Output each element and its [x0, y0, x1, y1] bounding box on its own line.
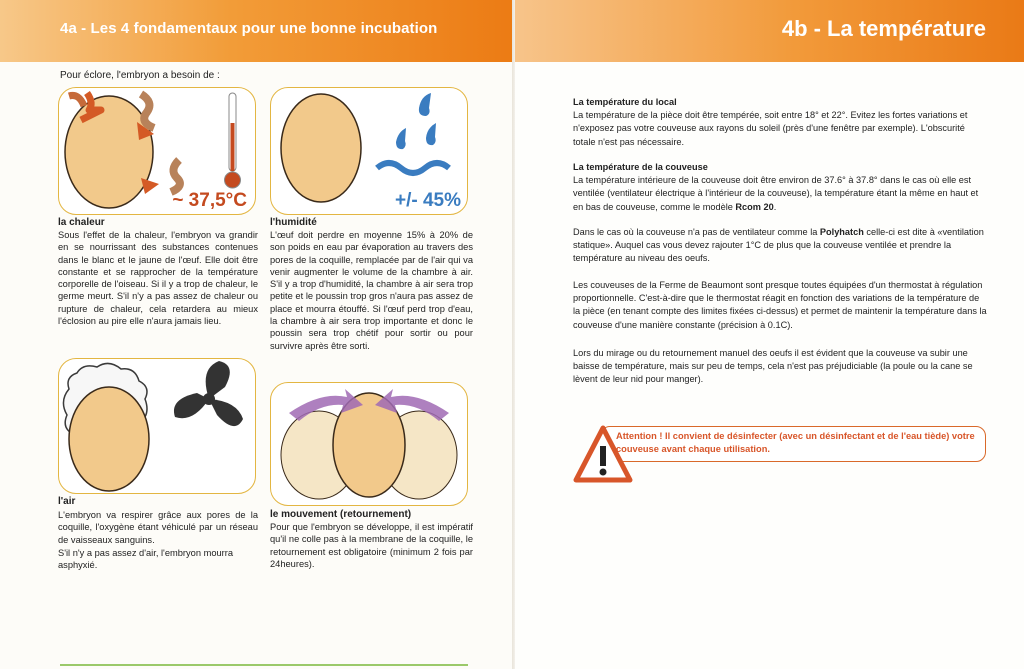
air-text-2: S'il n'y a pas assez d'air, l'embryon mourra asphyxié.	[58, 548, 234, 571]
air-egg-fan-icon	[59, 359, 255, 493]
couveuse-text-wrap	[573, 174, 988, 214]
mouvement-text: Pour que l'embryon se développe, il est impératif qu'il ne colle pas à la membrane de la coquille, le retournement est obligatoire (minimum 2 fois par 24heures).	[270, 522, 473, 569]
couveuse-model: Rcom 20	[735, 201, 774, 212]
humidite-title: l'humidité	[270, 217, 317, 228]
chaleur-illustration	[58, 87, 256, 215]
fan-icon	[174, 361, 243, 426]
section-couveuse	[573, 161, 988, 214]
humidite-illustration	[270, 87, 468, 215]
mouvement-title: le mouvement (retournement)	[270, 509, 412, 520]
section-static	[573, 226, 988, 266]
mouvement-eggs-icon	[271, 383, 467, 505]
couveuse-title: La température de la couveuse	[573, 162, 708, 172]
left-banner	[0, 0, 515, 62]
right-page	[515, 0, 1024, 669]
humidite-text: L'œuf doit perdre en moyenne 15% à 20% de son poids en eau par évaporation au travers des pores de la coquille, remplacée par de l'air qui va venir augmenter le volume de la chambre à air. S'il y a trop d'humidité, la chambre à air sera trop petite et le poussin trop gros n'aura pas assez de place et mourra étouffé. Si l'œuf perd trop d'eau, la chambre à air sera trop importante et donc le poussin sera trop chétif pour sortir ou pour survivre après être sorti.	[270, 230, 473, 351]
right-banner-title: 4b - La température	[781, 16, 986, 41]
static-after: celle-ci est dite à «ventilation statique». Auquel cas vous devez rajouter 1°C de plus que la couveuse ventilée et prendre la température au niveau des oeufs.	[573, 227, 984, 264]
local-text: La température de la pièce doit être tempérée, soit entre 18° et 22°. Evitez les fortes variations et n'exposez pas votre couveuse aux rayons du soleil (près d'une fenêtre par exemple). L'obscurité totale n'est pas nécessaire.	[573, 110, 968, 147]
right-banner	[515, 0, 1024, 62]
chaleur-temperature-label: ~ 37,5°C	[172, 190, 247, 211]
air-text: L'embryon va respirer grâce aux pores de la coquille, l'oxygène étant véhiculé par un réseau de vaisseaux sanguins.	[58, 510, 258, 545]
air-title: l'air	[58, 496, 76, 507]
section-mirage: Lors du mirage ou du retournement manuel des oeufs il est évident que la couveuse va subir une baisse de température, mais sur peu de temps, cela n'est pas préjudiciable (la poule ou la cane se lèvent de leur nid pour manger).	[573, 348, 973, 385]
static-brand: Polyhatch	[819, 227, 864, 237]
section-local	[573, 96, 988, 149]
footer-line	[60, 664, 468, 666]
left-banner-title: 4a - Les 4 fondamentaux pour une bonne incubation	[60, 20, 438, 37]
warning-callout	[572, 424, 987, 486]
chaleur-text: Sous l'effet de la chaleur, l'embryon va grandir en se nourrissant des substances contenues dans le blanc et le jaune de l'œuf. Elle doit être constante et se rapprocher de la température corporelle de l'oiseau. Si il y a trop de chaleur, le germe meurt. S'il n'y a pas assez de chaleur ou rupture de chaleur, cela retardera au mieux l'éclosion au pire elle n'aura jamais lieu.	[58, 230, 258, 327]
air-illustration	[58, 358, 256, 494]
chaleur-title: la chaleur	[58, 217, 105, 228]
warning-text: Attention ! Il convient de désinfecter (avec un désinfectant et de l'eau tiède) votre couveuse avant chaque utilisation.	[616, 431, 975, 454]
static-before: Dans le cas où la couveuse n'a pas de ventilateur comme la	[573, 227, 818, 237]
local-title: La température du local	[573, 97, 677, 107]
section-thermostat: Les couveuses de la Ferme de Beaumont sont presque toutes équipées d'un thermostat à régulation proportionnelle. C'est-à-dire que le thermostat réagit en fonction des variations de la température de la pièce (en tenant compte des limites fixées ci-dessus) et permet de maintenir la température dans la couveuse d'une manière constante (précision à 0.1C).	[573, 280, 987, 330]
intro-text: Pour éclore, l'embryon a besoin de :	[60, 70, 220, 81]
couveuse-text: La température intérieure de la couveuse doit être environ de 37.6° à 37.8° dans le cas où elle est ventilée (ventilateur électrique à l'intérieur de la couveuse), la température étant la même en haut et en bas de couveuse, comme le modèle	[573, 175, 979, 212]
mouvement-illustration	[270, 382, 468, 506]
couveuse-text-after: .	[773, 201, 777, 212]
humidite-percentage-label: +/- 45%	[394, 190, 461, 211]
